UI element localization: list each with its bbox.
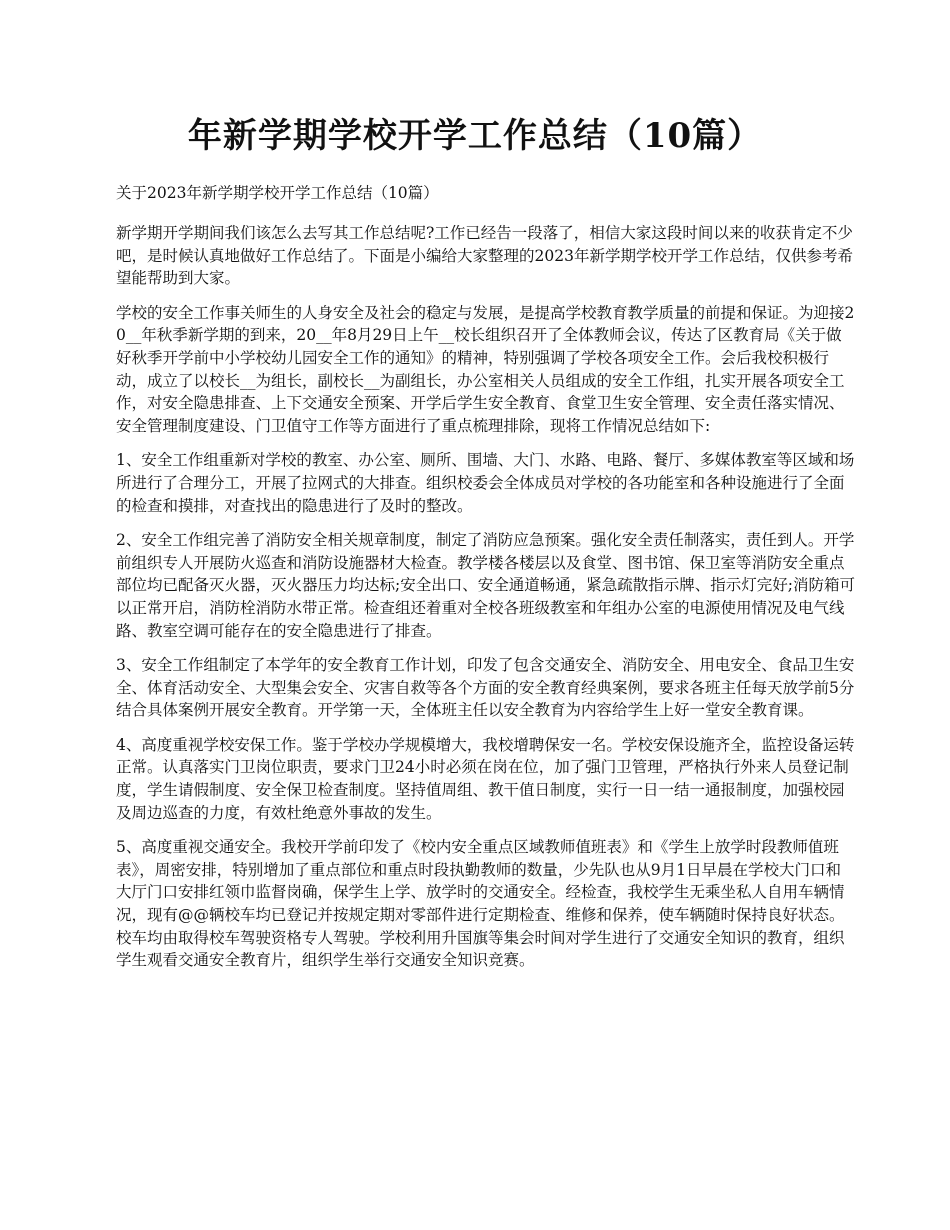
document-subtitle: 关于2023年新学期学校开学工作总结（10篇）	[116, 184, 439, 202]
paragraph-background: 学校的安全工作事关师生的人身安全及社会的稳定与发展，是提高学校教育教学质量的前提和保证。为迎接20__年秋季新学期的到来，20__年8月29日上午__校长组织召开了全体教师会议，传达了区教育局《关于做好秋季开学前中小学校幼儿园安全工作的通知》的精神，特别强调了学校各项安全工作。会后我校积极行动，成立了以校长__为组长，副校长__为副组长，办公室相关人员组成的安全工作组，扎实开展各项安全工作，对安全隐患排查、上下交通安全预案、开学后学生安全教育、食堂卫生安全管理、安全责任落实情况、安全管理制度建设、门卫值守工作等方面进行了重点梳理排除，现将工作情况总结如下:	[116, 303, 855, 435]
document-title: 年新学期学校开学工作总结（10篇）	[187, 116, 763, 156]
paragraph-item-1: 1、安全工作组重新对学校的教室、办公室、厕所、围墙、大门、水路、电路、餐厅、多媒体教室等区域和场所进行了合理分工，开展了拉网式的大排查。组织校委会全体成员对学校的各功能室和各种设施进行了全面的检查和摸排，对查找出的隐患进行了及时的整改。	[116, 451, 855, 515]
document-body	[116, 182, 856, 984]
paragraph-item-4: 4、高度重视学校安保工作。鉴于学校办学规模增大，我校增聘保安一名。学校安保设施齐全，监控设备运转正常。认真落实门卫岗位职责，要求门卫24小时必须在岗在位，加了强门卫管理，严格执行外来人员登记制度，学生请假制度、安全保卫检查制度。坚持值周组、教干值日制度，实行一日一结一通报制度，加强校园及周边巡查的力度，有效杜绝意外事故的发生。	[116, 735, 855, 822]
paragraph-item-3: 3、安全工作组制定了本学年的安全教育工作计划，印发了包含交通安全、消防安全、用电安全、食品卫生安全、体育活动安全、大型集会安全、灾害自救等各个方面的安全教育经典案例，要求各班主任每天放学前5分结合具体案例开展安全教育。开学第一天，全体班主任以安全教育为内容给学生上好一堂安全教育课。	[116, 656, 855, 720]
paragraph-item-2: 2、安全工作组完善了消防安全相关规章制度，制定了消防应急预案。强化安全责任制落实，责任到人。开学前组织专人开展防火巡查和消防设施器材大检查。教学楼各楼层以及食堂、图书馆、保卫室等消防安全重点部位均已配备灭火器，灭火器压力均达标;安全出口、安全通道畅通，紧急疏散指示牌、指示灯完好;消防箱可以正常开启，消防栓消防水带正常。检查组还着重对全校各班级教室和年组办公室的电源使用情况及电气线路、教室空调可能存在的安全隐患进行了排查。	[116, 531, 855, 640]
paragraph-item-5: 5、高度重视交通安全。我校开学前印发了《校内安全重点区域教师值班表》和《学生上放学时段教师值班表》，周密安排，特别增加了重点部位和重点时段执勤教师的数量，少先队也从9月1日早晨在学校大门口和大厅门口安排红领巾监督岗确，保学生上学、放学时的交通安全。经检查，我校学生无乘坐私人自用车辆情况，现有@@辆校车均已登记并按规定期对零部件进行定期检查、维修和保养，使车辆随时保持良好状态。校车均由取得校车驾驶资格专人驾驶。学校利用升国旗等集会时间对学生进行了交通安全知识的教育，组织学生观看交通安全教育片，组织学生举行交通安全知识竞赛。	[116, 838, 845, 970]
paragraph-intro: 新学期开学期间我们该怎么去写其工作总结呢?工作已经告一段落了，相信大家这段时间以来的收获肯定不少吧，是时候认真地做好工作总结了。下面是小编给大家整理的2023年新学期学校开学工作总结，仅供参考希望能帮助到大家。	[116, 224, 853, 288]
